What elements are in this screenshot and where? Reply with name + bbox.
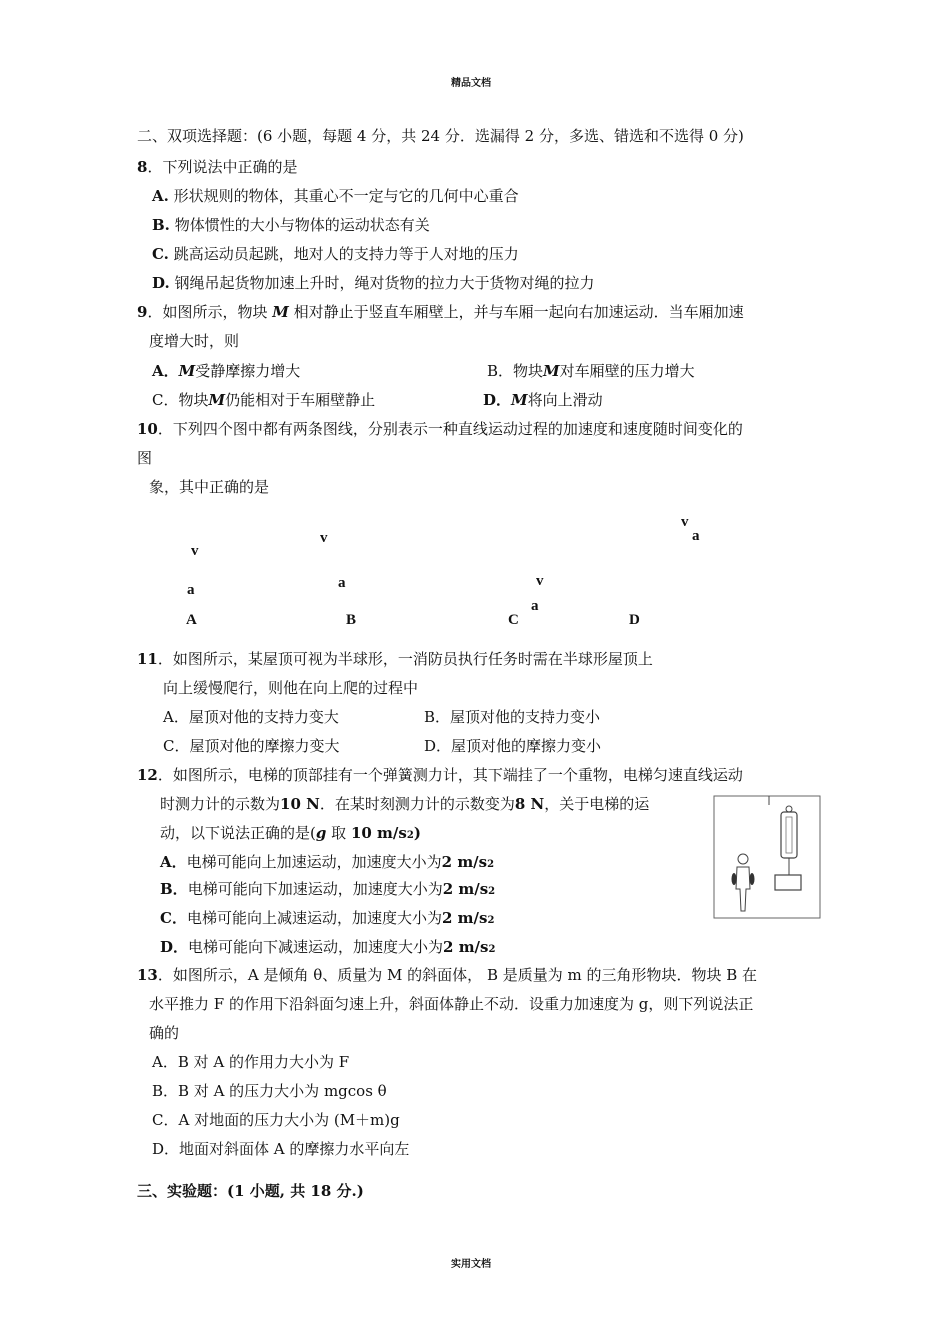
question-9-stem: 9．如图所示，物块 M 相对静止于竖直车厢壁上，并与车厢一起向右加速运动．当车厢加速 <box>137 303 744 321</box>
graph-a-a-label: a <box>187 582 195 598</box>
q8-option-a: A. 形状规则的物体，其重心不一定与它的几何中心重合 <box>152 187 519 205</box>
q8-option-b: B. 物体惯性的大小与物体的运动状态有关 <box>152 216 430 234</box>
question-number: 8 <box>137 158 148 176</box>
question-12-stem-line3: 动，以下说法正确的是(g 取 10 m/s2) <box>160 824 421 842</box>
question-12-stem: 12．如图所示，电梯的顶部挂有一个弹簧测力计，其下端挂了一个重物，电梯匀速直线运动 <box>137 766 743 784</box>
page-header: 精品文档 <box>451 78 491 89</box>
question-text: ．下列说法中正确的是 <box>147 158 298 176</box>
page-footer: 实用文档 <box>451 1259 491 1270</box>
question-11-stem-line2: 向上缓慢爬行，则他在向上爬的过程中 <box>163 679 419 697</box>
q9-option-c: C．物块M仍能相对于车厢壁静止 <box>152 391 376 409</box>
graph-b-v-label: v <box>320 530 328 546</box>
graph-b-a-label: a <box>338 575 346 591</box>
q13-option-a: A．B 对 A 的作用力大小为 F <box>152 1053 350 1071</box>
question-11-stem: 11．如图所示，某屋顶可视为半球形，一消防员执行任务时需在半球形屋顶上 <box>137 650 653 668</box>
q11-option-a: A．屋顶对他的支持力变大 <box>163 708 339 726</box>
elevator-figure <box>713 795 821 919</box>
question-13-stem: 13．如图所示，A 是倾角 θ、质量为 M 的斜面体， B 是质量为 m 的三角形物块．物块 B 在 <box>137 966 758 984</box>
q8-option-d: D. 钢绳吊起货物加速上升时，绳对货物的拉力大于货物对绳的拉力 <box>152 274 595 292</box>
q12-option-d: D．电梯可能向下减速运动，加速度大小为2 m/s2 <box>160 938 496 956</box>
graph-c-v-label: v <box>536 573 544 589</box>
q13-option-d: D．地面对斜面体 A 的摩擦力水平向左 <box>152 1140 410 1158</box>
section-2-title: 二、双项选择题：(6 小题，每题 4 分，共 24 分．选漏得 2 分，多选、错选和不选得 0 分) <box>137 127 744 145</box>
q13-option-c: C．A 对地面的压力大小为 (M＋m)g <box>152 1111 400 1129</box>
q9-option-b: B．物块M对车厢壁的压力增大 <box>487 362 695 380</box>
q9-option-a: A．M受静摩擦力增大 <box>152 362 301 380</box>
q11-option-d: D．屋顶对他的摩擦力变小 <box>424 737 602 755</box>
q11-option-b: B．屋顶对他的支持力变小 <box>424 708 601 726</box>
graph-b-caption: B <box>346 612 357 628</box>
question-10-stem-line3: 象，其中正确的是 <box>149 478 270 496</box>
q11-option-c: C．屋顶对他的摩擦力变大 <box>163 737 340 755</box>
question-8-stem <box>137 157 297 177</box>
q12-option-b: B．电梯可能向下加速运动，加速度大小为2 m/s2 <box>160 880 496 898</box>
graph-d-v-label: v <box>681 514 689 530</box>
graph-c-a-label: a <box>531 598 539 614</box>
graph-d-caption: D <box>629 612 640 628</box>
q9-option-d: D．M将向上滑动 <box>483 391 603 409</box>
graph-a-v-label: v <box>191 543 199 559</box>
q12-option-a: A．电梯可能向上加速运动，加速度大小为2 m/s2 <box>160 853 495 871</box>
q12-option-c: C．电梯可能向上减速运动，加速度大小为2 m/s2 <box>160 909 495 927</box>
graph-d-a-label: a <box>692 528 700 544</box>
question-13-stem-line3: 确的 <box>149 1024 180 1042</box>
question-12-stem-line2: 时测力计的示数为10 N．在某时刻测力计的示数变为8 N，关于电梯的运 <box>160 795 650 813</box>
q13-option-b: B．B 对 A 的压力大小为 mgcos θ <box>152 1082 387 1100</box>
graph-c-caption: C <box>508 612 519 628</box>
section-3-title: 三、实验题：(1 小题, 共 18 分.) <box>137 1182 364 1200</box>
question-13-stem-line2: 水平推力 F 的作用下沿斜面匀速上升，斜面体静止不动．设重力加速度为 g，则下列说法正 <box>149 995 754 1013</box>
question-10-stem: 10．下列四个图中都有两条图线，分别表示一种直线运动过程的加速度和速度随时间变化的 <box>137 420 743 438</box>
graph-a-caption: A <box>186 612 197 628</box>
q8-option-c: C. 跳高运动员起跳，地对人的支持力等于人对地的压力 <box>152 245 519 263</box>
question-10-stem-line2: 图 <box>137 449 153 467</box>
question-9-stem-line2: 度增大时，则 <box>149 332 240 350</box>
